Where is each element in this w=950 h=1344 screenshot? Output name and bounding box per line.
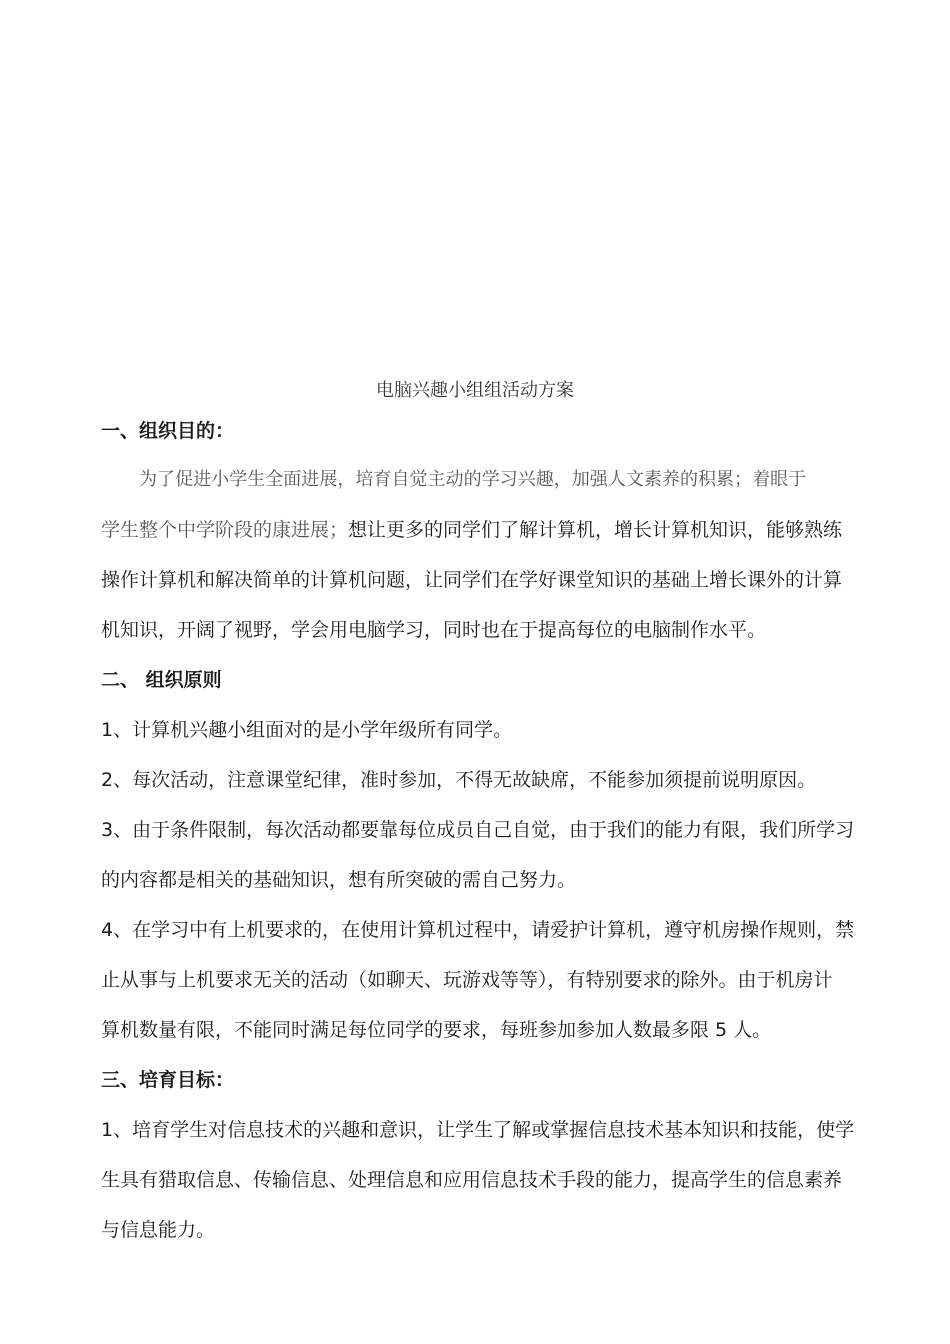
section-heading-principles: 二、 组织原则 bbox=[101, 669, 222, 691]
list-item-line: 4、在学习中有上机要求的，在使用计算机过程中，请爱护计算机，遵守机房操作规则，禁 bbox=[101, 919, 855, 941]
list-item-line: 2、每次活动，注意课堂纪律，准时参加，不得无故缺席，不能参加须提前说明原因。 bbox=[101, 769, 817, 791]
list-item-line: 1、计算机兴趣小组面对的是小学年级所有同学。 bbox=[101, 719, 513, 741]
paragraph-line: 为了促进小学生全面进展，培育自觉主动的学习兴趣，加强人文素养的积累；着眼于 bbox=[139, 469, 807, 490]
list-item-line: 与信息能力。 bbox=[101, 1219, 216, 1241]
section-heading-goals: 三、培育目标： bbox=[101, 1069, 235, 1091]
list-item-line: 1、培育学生对信息技术的兴趣和意识，让学生了解或掌握信息技术基本知识和技能，使学 bbox=[101, 1119, 855, 1141]
paragraph-line: 学生整个中学阶段的康进展；想让更多的同学们了解计算机，增长计算机知识，能够熟练 bbox=[101, 519, 843, 541]
list-item-line: 止从事与上机要求无关的活动（如聊天、玩游戏等等），有特别要求的除外。由于机房计 bbox=[101, 969, 833, 991]
document-title: 电脑兴趣小组组活动方案 bbox=[376, 380, 574, 401]
section-heading-purpose: 一、组织目的： bbox=[101, 420, 235, 442]
paragraph-line: 机知识，开阔了视野，学会用电脑学习，同时也在于提高每位的电脑制作水平。 bbox=[101, 619, 767, 641]
list-item-line: 生具有猎取信息、传输信息、处理信息和应用信息技术手段的能力，提高学生的信息素养 bbox=[101, 1169, 843, 1191]
list-item-line: 算机数量有限，不能同时满足每位同学的要求，每班参加参加人数最多限 5 人。 bbox=[101, 1019, 772, 1041]
list-item-line: 的内容都是相关的基础知识，想有所突破的需自己努力。 bbox=[101, 869, 577, 891]
paragraph-line: 操作计算机和解决简单的计算机问题，让同学们在学好课堂知识的基础上增长课外的计算 bbox=[101, 569, 843, 591]
list-item-line: 3、由于条件限制，每次活动都要靠每位成员自己自觉，由于我们的能力有限，我们所学习 bbox=[101, 819, 855, 841]
